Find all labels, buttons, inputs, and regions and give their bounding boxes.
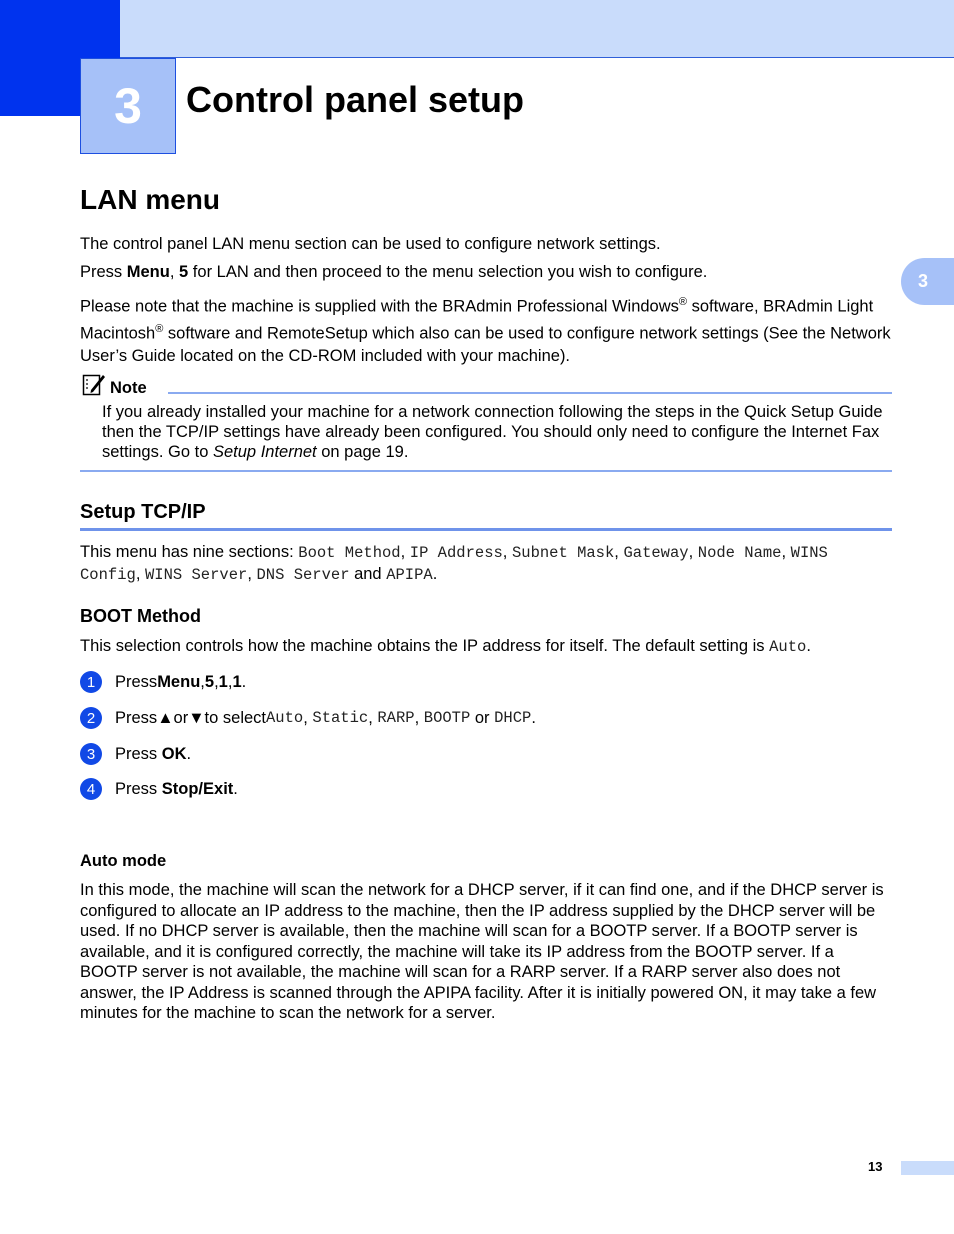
step-1: 1 Press Menu , 5 , 1 , 1 .: [80, 670, 246, 694]
menu-section: DNS Server: [256, 566, 350, 584]
subsection-heading-auto-mode: Auto mode: [80, 852, 167, 870]
default-setting: Auto: [769, 638, 807, 656]
menu-section: IP Address: [409, 544, 503, 562]
page-number: 13: [868, 1159, 883, 1174]
section-heading-lan-menu: LAN menu: [80, 184, 220, 215]
lan-menu-intro: The control panel LAN menu section can be used to configure network settings.: [80, 235, 661, 253]
boot-method-description: This selection controls how the machine obtains the IP address for itself. The default setting is Auto.: [80, 637, 811, 656]
subsection-heading-boot-method: BOOT Method: [80, 606, 201, 626]
footer-bar: [901, 1161, 954, 1175]
note-rule-top: [168, 392, 892, 394]
menu-key: Menu: [126, 263, 170, 281]
section-heading-setup-tcpip: Setup TCP/IP: [80, 501, 206, 523]
menu-section: Subnet Mask: [511, 544, 615, 562]
step-number-badge: 4: [80, 778, 102, 800]
up-arrow-icon: ▲: [157, 708, 174, 727]
chapter-number: 3: [114, 78, 142, 134]
note-body: If you already installed your machine for a network connection following the steps in the Quick Setup Guide then the TCP/IP settings have already been configured. You should only need to configure the Internet Fax settings. Go to Setup Internet on page 19.: [102, 403, 883, 462]
step-number-badge: 1: [80, 671, 102, 693]
key-5: 5: [179, 263, 189, 281]
step-2: 2 Press ▲ or ▼ to select Auto , Static , RARP , BOOTP or DHCP .: [80, 706, 536, 730]
menu-section: Boot Method: [298, 544, 401, 562]
menu-section: Gateway: [623, 544, 689, 562]
menu-section: Node Name: [697, 544, 782, 562]
menu-section: WINS Server: [144, 566, 248, 584]
step-number-badge: 2: [80, 707, 102, 729]
setup-tcpip-rule: [80, 528, 892, 531]
step-3: 3 Press OK .: [80, 742, 191, 766]
chapter-side-tab[interactable]: [901, 258, 954, 305]
step-4: 4 Press Stop/Exit .: [80, 777, 238, 801]
setup-tcpip-intro: This menu has nine sections: Boot Method, IP Address, Subnet Mask, Gateway, Node Name, WINS Config, WINS Server, DNS Server and APIPA.: [80, 543, 828, 584]
chapter-number-box: [80, 58, 176, 154]
lan-menu-press-instruction: Press Menu, 5 for LAN and then proceed to the menu selection you wish to configure.: [80, 263, 708, 281]
note-label: Note: [110, 379, 147, 397]
auto-mode-body: In this mode, the machine will scan the network for a DHCP server, if it can find one, and if the DHCP server is configured to allocate an IP address to the machine, then the IP address supplied by the DHCP server will be used. If no DHCP server is available, then the machine will scan for a BOOTP server. If a BOOTP server is available, and it is configured correctly, the machine will take its IP address from the BOOTP server. If a BOOTP server is not available, the machine will scan for a RARP server. If a RARP server also does not answer, the IP Address is scanned through the APIPA facility. After it is initially powered ON, it may take a few minutes for the machine to scan the network for a server.: [80, 881, 884, 1022]
lan-menu-bradmin-note: Please note that the machine is supplied with the BRAdmin Professional Windows® software, BRAdmin Light Macintosh® software and RemoteSetup which also can be used to configure network settings (See the Network User’s Guide located on the CD-ROM included with your machine).: [80, 296, 891, 365]
side-tab-label: 3: [918, 271, 929, 291]
note-pencil-icon: [82, 372, 106, 396]
down-arrow-icon: ▼: [188, 708, 205, 727]
menu-section: WINS Config: [80, 544, 828, 584]
step-number-badge: 3: [80, 743, 102, 765]
menu-section: APIPA: [386, 566, 433, 584]
chapter-title: Control panel setup: [186, 79, 525, 120]
note-rule-bottom: [80, 470, 892, 472]
header-band: [0, 0, 954, 58]
setup-internet-reference[interactable]: Setup Internet: [212, 443, 317, 462]
